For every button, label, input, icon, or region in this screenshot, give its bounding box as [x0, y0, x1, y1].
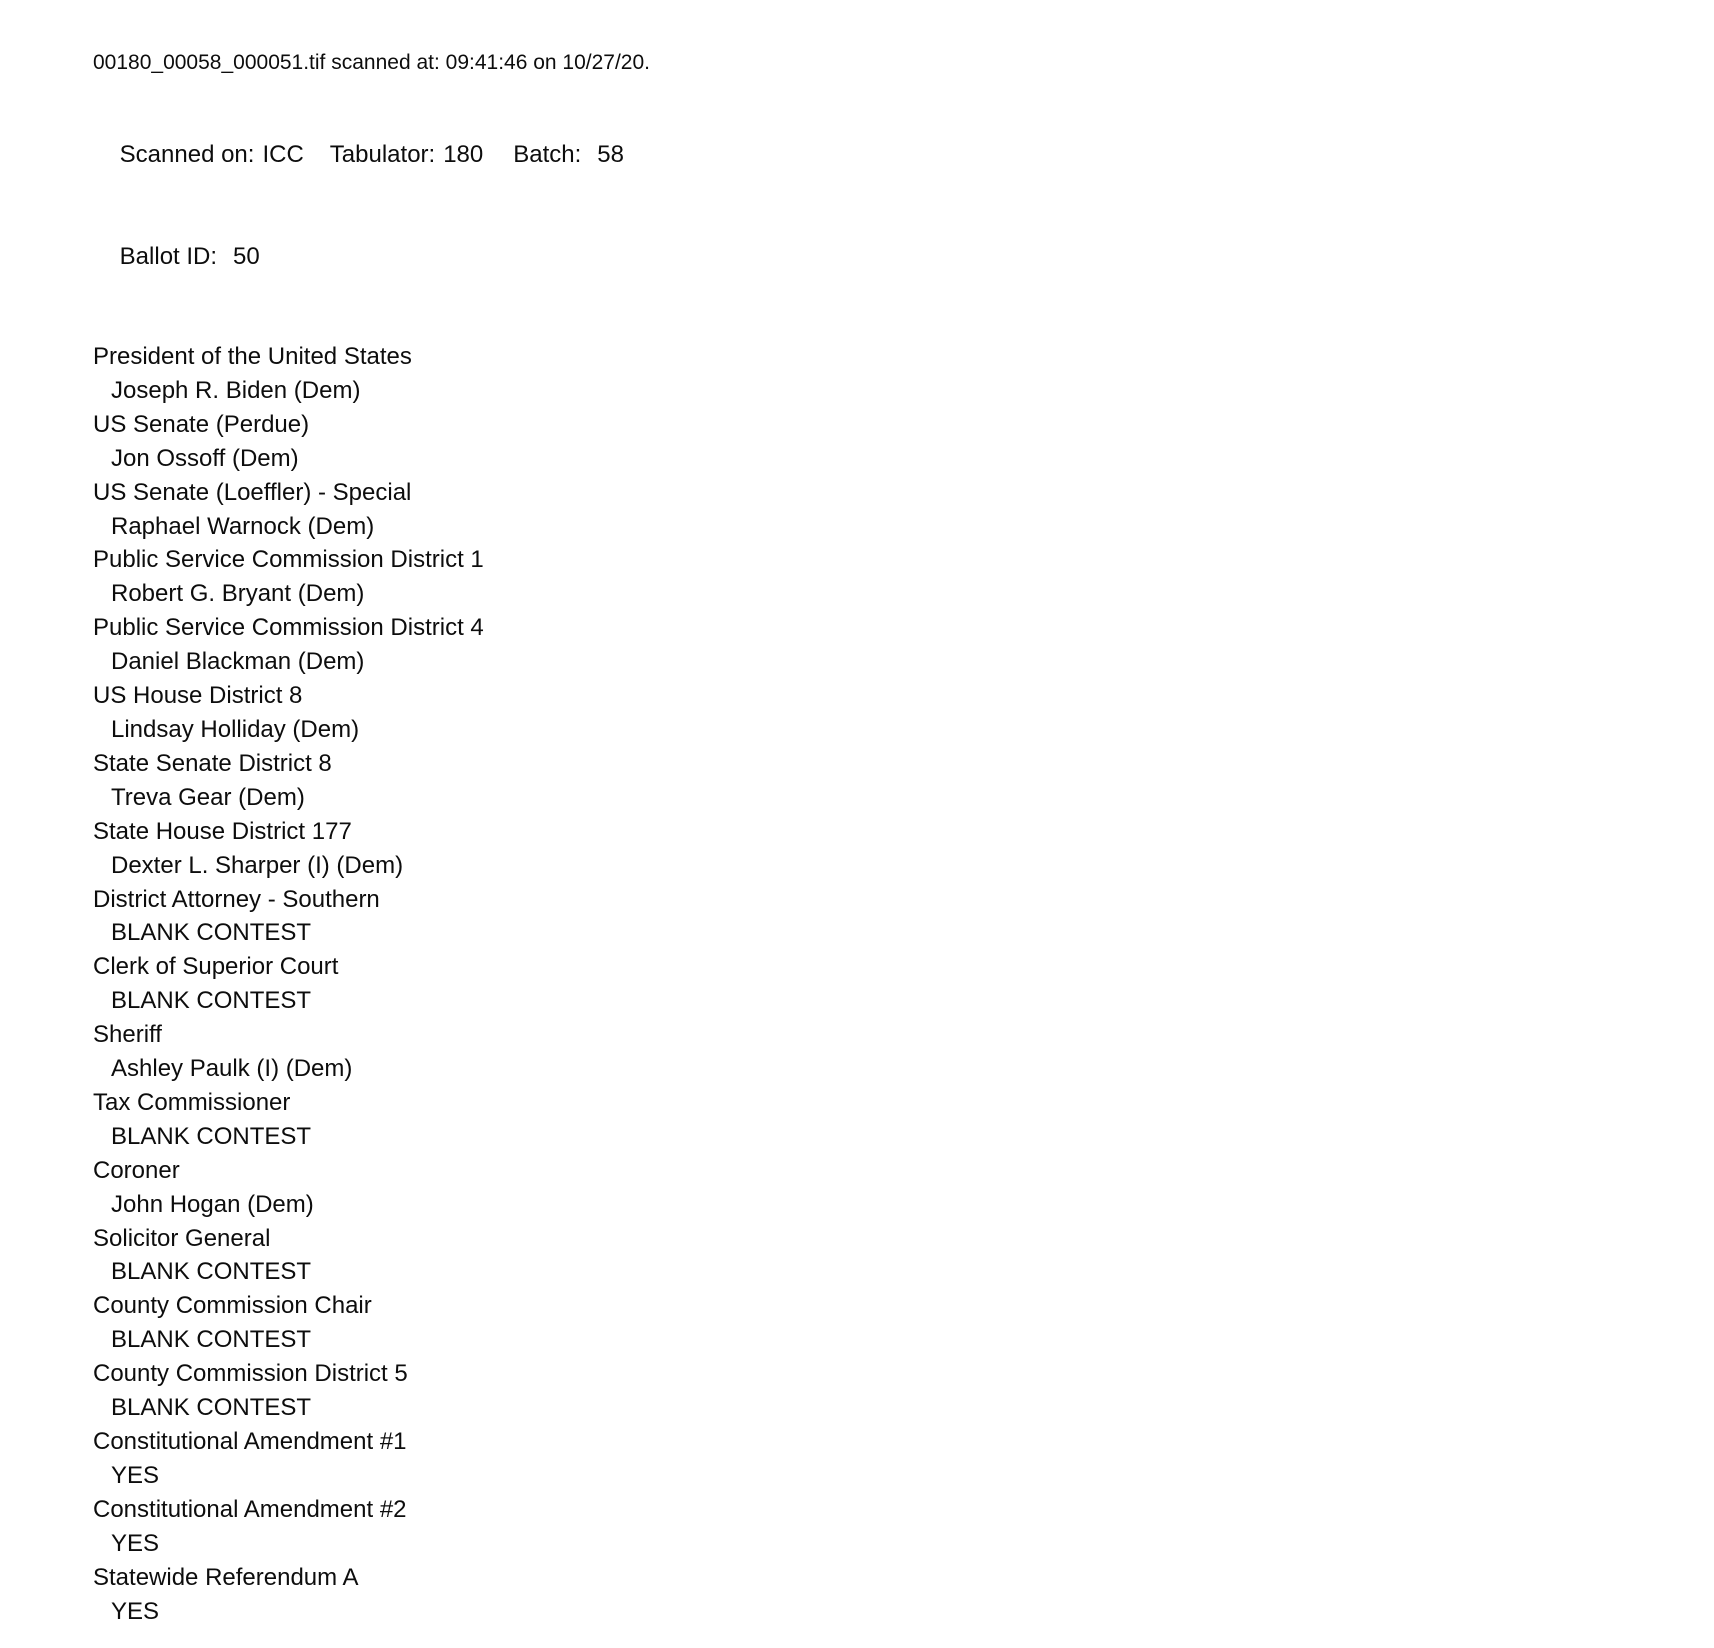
contest-selection: Treva Gear (Dem) — [111, 783, 305, 811]
batch-value: 58 — [597, 141, 624, 168]
contest-selection: YES — [111, 1597, 160, 1625]
contest-selection: YES — [111, 1461, 160, 1489]
contest-row — [93, 340, 1674, 408]
contest-row — [93, 815, 1674, 883]
ballot-id-line — [93, 206, 1674, 308]
contest-row — [93, 1222, 1674, 1290]
contest-title: Constitutional Amendment #1 — [93, 1428, 407, 1455]
contest-selection: Joseph R. Biden (Dem) — [111, 376, 361, 404]
contest-row — [93, 1154, 1674, 1222]
contest-row — [93, 543, 1674, 611]
contest-title: Solicitor General — [93, 1224, 271, 1252]
ballot-id-label: Ballot ID: — [119, 243, 218, 270]
contest-title: State Senate District 8 — [93, 749, 332, 777]
contest-title: President of the United States — [93, 343, 412, 370]
contest-title: US Senate (Loeffler) - Special — [93, 478, 412, 506]
contest-row — [93, 1425, 1674, 1493]
scanned-on-field — [120, 138, 304, 172]
contest-selection: Lindsay Holliday (Dem) — [111, 715, 360, 743]
contest-selection: YES — [111, 1529, 160, 1557]
contest-selection: Raphael Warnock (Dem) — [111, 512, 375, 540]
scanned-on-label: Scanned on: — [119, 141, 255, 168]
contest-title: Constitutional Amendment #2 — [93, 1495, 407, 1523]
contest-title: County Commission District 5 — [93, 1360, 408, 1388]
contest-selection: Ashley Paulk (I) (Dem) — [111, 1055, 353, 1083]
contest-row — [93, 1289, 1674, 1357]
contest-title: US House District 8 — [93, 682, 303, 710]
contest-title: Public Service Commission District 4 — [93, 614, 484, 642]
tabulator-field — [330, 138, 483, 172]
contest-selection: BLANK CONTEST — [111, 1326, 312, 1354]
batch-field — [513, 138, 624, 172]
contest-title: Public Service Commission District 1 — [93, 546, 484, 574]
scan-filename-line: 00180_00058_000051.tif scanned at: 09:41:46 on 10/27/20. — [93, 51, 650, 74]
contest-selection: Dexter L. Sharper (I) (Dem) — [111, 851, 404, 879]
scan-meta-line — [93, 104, 1674, 206]
contest-row — [93, 679, 1674, 747]
contest-selection: BLANK CONTEST — [111, 1122, 312, 1150]
contest-title: US Senate (Perdue) — [93, 410, 310, 438]
contest-selection: John Hogan (Dem) — [111, 1190, 314, 1218]
contest-title: Clerk of Superior Court — [93, 953, 339, 981]
contest-list — [93, 340, 1674, 1628]
contest-row — [93, 950, 1674, 1018]
batch-label: Batch: — [513, 141, 582, 168]
contest-title: Tax Commissioner — [93, 1088, 291, 1116]
contest-row — [93, 883, 1674, 951]
contest-row — [93, 1357, 1674, 1425]
contest-selection: BLANK CONTEST — [111, 1258, 312, 1286]
contest-selection: Daniel Blackman (Dem) — [111, 648, 365, 676]
contest-title: Coroner — [93, 1156, 180, 1184]
contest-row — [93, 408, 1674, 476]
contest-title: State House District 177 — [93, 817, 352, 845]
ballot-id-value: 50 — [233, 243, 260, 270]
contest-title: Sheriff — [93, 1021, 162, 1049]
contest-title: District Attorney - Southern — [93, 885, 380, 913]
contest-selection: BLANK CONTEST — [111, 1394, 312, 1422]
contest-title: Statewide Referendum A — [93, 1563, 359, 1591]
contest-selection: Robert G. Bryant (Dem) — [111, 580, 365, 608]
scanned-on-value: ICC — [262, 141, 304, 168]
contest-row — [93, 1561, 1674, 1629]
contest-row — [93, 611, 1674, 679]
contest-row — [93, 1018, 1674, 1086]
contest-selection: BLANK CONTEST — [111, 987, 312, 1015]
contest-row — [93, 476, 1674, 544]
contest-row — [93, 1086, 1674, 1154]
tabulator-label: Tabulator: — [329, 141, 436, 168]
contest-row — [93, 747, 1674, 815]
tabulator-value: 180 — [443, 141, 484, 168]
contest-selection: BLANK CONTEST — [111, 919, 312, 947]
contest-selection: Jon Ossoff (Dem) — [111, 444, 299, 472]
contest-title: County Commission Chair — [93, 1292, 372, 1320]
contest-row — [93, 1493, 1674, 1561]
